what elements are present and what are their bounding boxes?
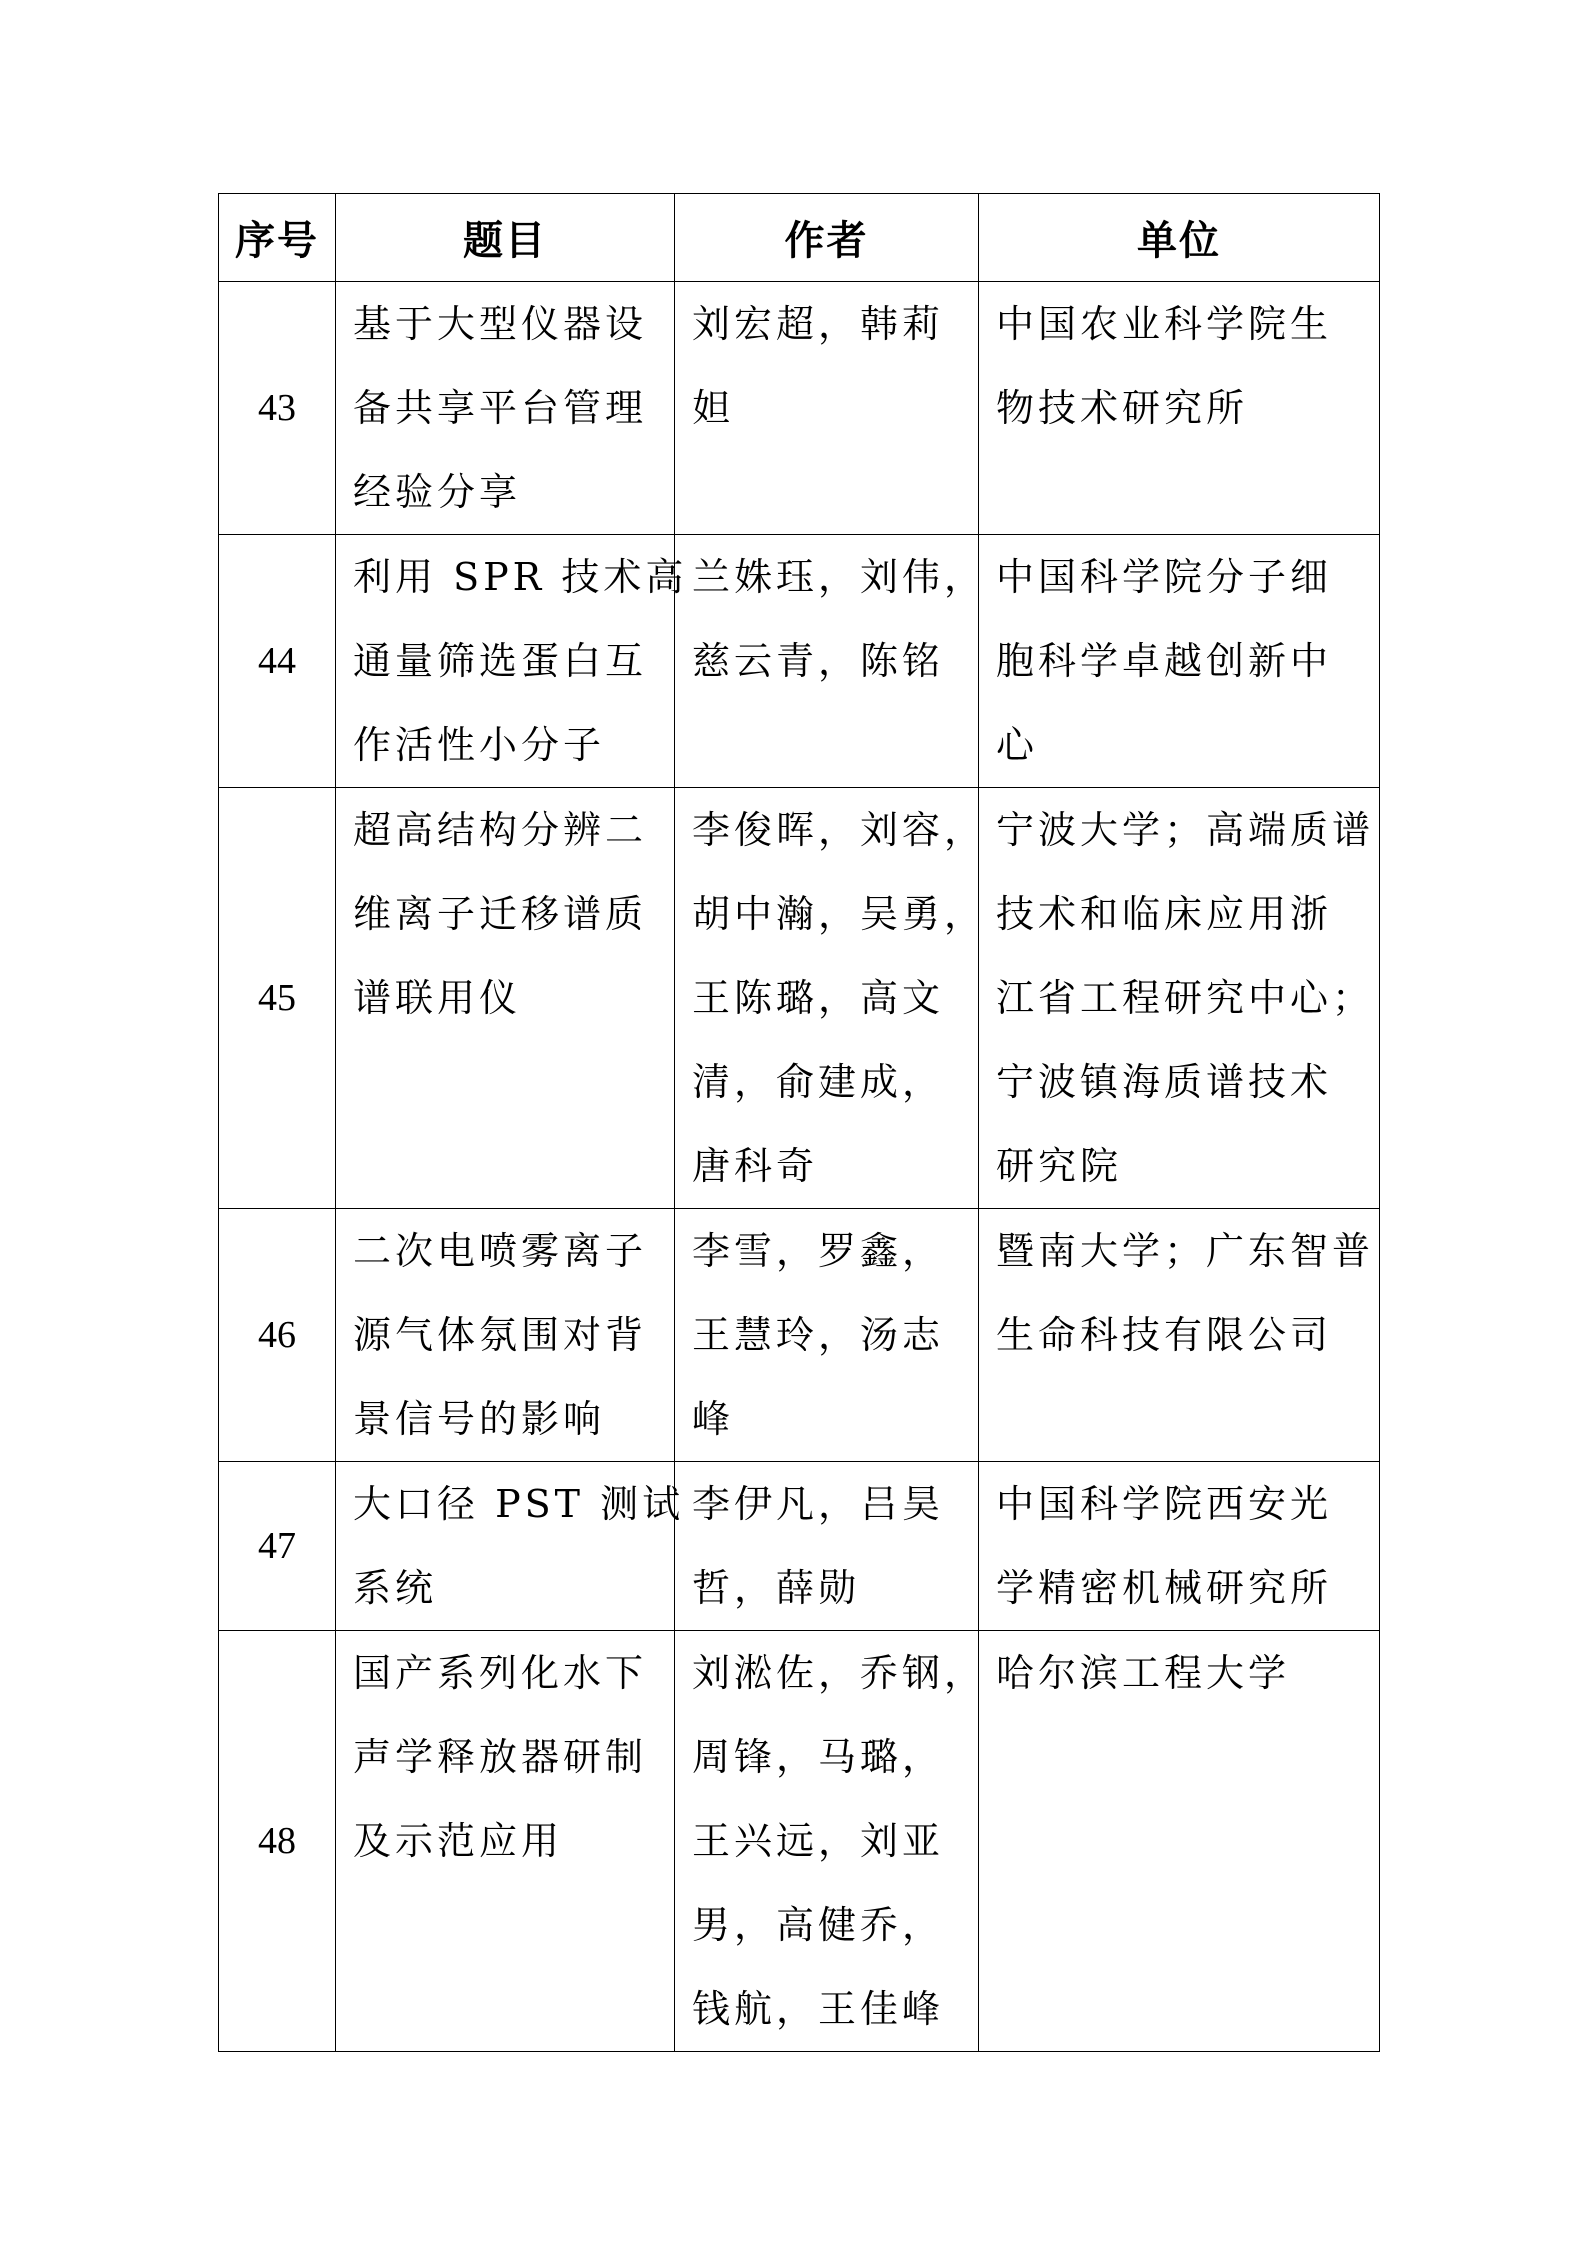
row-title-line: 景信号的影响 (353, 1397, 606, 1441)
row-authors-line: 王陈璐，高文 (692, 976, 945, 1020)
row-title (336, 282, 675, 535)
table-row (219, 1462, 1380, 1631)
row-unit (979, 788, 1380, 1209)
row-title-line: 利用 SPR 技术高 (353, 555, 688, 599)
row-authors (675, 1462, 979, 1631)
row-authors-line: 兰姝珏，刘伟， (692, 555, 987, 599)
row-unit-line: 暨南大学；广东智普 (996, 1229, 1375, 1273)
row-title-line: 备共享平台管理 (353, 386, 648, 430)
row-unit-line: 技术和临床应用浙 (996, 892, 1333, 936)
row-unit-line: 胞科学卓越创新中 (996, 639, 1333, 683)
row-title-line: 源气体氛围对背 (353, 1313, 648, 1357)
row-title-line: 超高结构分辨二 (353, 808, 648, 852)
row-seq: 45 (219, 788, 336, 1209)
row-authors-line: 周锋，马璐， (692, 1735, 945, 1779)
row-title-line: 维离子迁移谱质 (353, 892, 648, 936)
row-title-line: 及示范应用 (353, 1819, 564, 1863)
row-authors-line: 哲，薛勋 (692, 1566, 861, 1610)
achievements-table (218, 193, 1380, 2052)
header-title: 题目 (336, 194, 675, 282)
row-unit-line: 中国科学院分子细 (996, 555, 1333, 599)
row-title-line: 基于大型仪器设 (353, 302, 648, 346)
row-authors-line: 男，高健乔， (692, 1903, 945, 1947)
row-authors-line: 慈云青，陈铭 (692, 639, 945, 683)
row-unit-line: 宁波大学；高端质谱 (996, 808, 1375, 852)
row-authors-line: 刘淞佐，乔钢， (692, 1651, 987, 1695)
row-title-line: 经验分享 (353, 470, 522, 514)
row-unit-line: 中国农业科学院生 (996, 302, 1333, 346)
table-header-row (219, 194, 1380, 282)
row-title (336, 1631, 675, 2052)
row-authors (675, 535, 987, 788)
row-unit (979, 1462, 1380, 1631)
row-authors (675, 1631, 987, 2052)
row-authors-line: 刘宏超，韩莉 (692, 302, 945, 346)
row-authors-line: 王慧玲，汤志 (692, 1313, 945, 1357)
row-authors (675, 1209, 979, 1462)
table-row (219, 1209, 1380, 1462)
row-title-line: 二次电喷雾离子 (353, 1229, 648, 1273)
row-authors (675, 788, 987, 1209)
table-row (219, 1631, 1380, 2052)
row-authors (675, 282, 979, 535)
row-title-line: 作活性小分子 (353, 723, 606, 767)
row-unit (979, 535, 1380, 788)
row-authors-line: 妲 (692, 386, 735, 430)
row-title (336, 788, 675, 1209)
row-title-line: 声学释放器研制 (353, 1735, 648, 1779)
row-unit-line: 哈尔滨工程大学 (996, 1651, 1291, 1695)
row-unit-line: 江省工程研究中心； (996, 976, 1375, 1020)
row-authors-line: 唐科奇 (692, 1144, 819, 1188)
row-seq: 46 (219, 1209, 336, 1462)
row-authors-line: 王兴远，刘亚 (692, 1819, 945, 1863)
table-row (219, 282, 1380, 535)
header-unit: 单位 (979, 194, 1380, 282)
row-unit-line: 心 (996, 723, 1039, 767)
row-unit (979, 1209, 1380, 1462)
row-unit-line: 宁波镇海质谱技术 (996, 1060, 1333, 1104)
row-title (336, 1209, 675, 1462)
header-authors: 作者 (675, 194, 979, 282)
row-authors-line: 李伊凡，吕昊 (692, 1482, 945, 1526)
row-title-line: 大口径 PST 测试 (353, 1482, 685, 1526)
header-seq: 序号 (219, 194, 336, 282)
row-authors-line: 胡中瀚，吴勇， (692, 892, 987, 936)
row-unit-line: 研究院 (996, 1144, 1123, 1188)
row-authors-line: 李俊晖，刘容， (692, 808, 987, 852)
row-title (336, 535, 688, 788)
row-seq: 43 (219, 282, 336, 535)
row-unit-line: 物技术研究所 (996, 386, 1249, 430)
row-title-line: 系统 (353, 1566, 438, 1610)
row-authors-line: 钱航，王佳峰 (692, 1987, 945, 2031)
row-unit-line: 中国科学院西安光 (996, 1482, 1333, 1526)
row-unit-line: 学精密机械研究所 (996, 1566, 1333, 1610)
table-row (219, 535, 1380, 788)
row-seq: 47 (219, 1462, 336, 1631)
row-title-line: 谱联用仪 (353, 976, 522, 1020)
table-body (219, 282, 1380, 2052)
row-unit-line: 生命科技有限公司 (996, 1313, 1333, 1357)
row-title-line: 国产系列化水下 (353, 1651, 648, 1695)
row-authors-line: 峰 (692, 1397, 735, 1441)
row-seq: 44 (219, 535, 336, 788)
row-title (336, 1462, 685, 1631)
table-row (219, 788, 1380, 1209)
row-authors-line: 李雪，罗鑫， (692, 1229, 945, 1273)
row-unit (979, 1631, 1380, 2052)
row-authors-line: 清，俞建成， (692, 1060, 945, 1104)
row-unit (979, 282, 1380, 535)
row-seq: 48 (219, 1631, 336, 2052)
row-title-line: 通量筛选蛋白互 (353, 639, 648, 683)
